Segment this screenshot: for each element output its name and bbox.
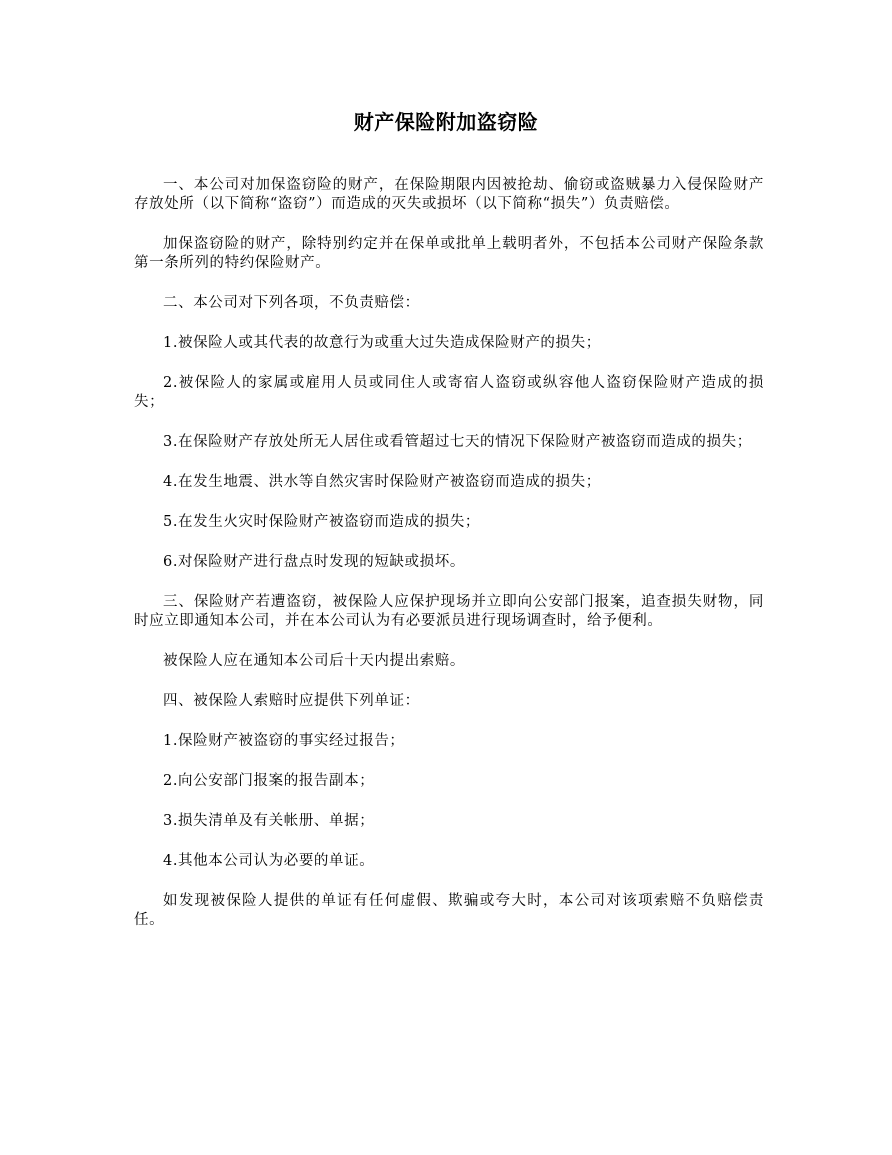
clause-1-paragraph: 一、本公司对加保盗窃险的财产，在保险期限内因被抢劫、偷窃或盗贼暴力入侵保险财产存放处所（以下简称“盗窃”）而造成的灭失或损坏（以下简称“损失”）负责赔偿。 bbox=[134, 177, 764, 212]
claim-deadline-paragraph: 被保险人应在通知本公司后十天内提出索赔。 bbox=[163, 653, 465, 669]
clause-2-item-3: 3.在保险财产存放处所无人居住或看管超过七天的情况下保险财产被盗窃而造成的损失； bbox=[163, 434, 752, 450]
clause-4-item-2: 2.向公安部门报案的报告副本； bbox=[163, 773, 375, 789]
clause-4-item-3: 3.损失清单及有关帐册、单据； bbox=[163, 813, 375, 829]
clause-2-item-4: 4.在发生地震、洪水等自然灾害时保险财产被盗窃而造成的损失； bbox=[163, 474, 601, 490]
clause-4-item-4: 4.其他本公司认为必要的单证。 bbox=[163, 853, 375, 869]
clause-2-item-1: 1.被保险人或其代表的故意行为或重大过失造成保险财产的损失； bbox=[163, 335, 601, 351]
clause-2-item-2: 2.被保险人的家属或雇用人员或同住人或寄宿人盗窃或纵容他人盗窃保险财产造成的损失； bbox=[134, 375, 764, 410]
clause-3-paragraph: 三、保险财产若遭盗窃，被保险人应保护现场并立即向公安部门报案，追查损失财物，同时应立即通知本公司，并在本公司认为有必要派员进行现场调查时，给予便利。 bbox=[134, 594, 764, 629]
clause-4-heading: 四、被保险人索赔时应提供下列单证： bbox=[163, 693, 420, 709]
fraud-clause-paragraph: 如发现被保险人提供的单证有任何虚假、欺骗或夸大时，本公司对该项索赔不负赔偿责任。 bbox=[134, 893, 764, 928]
clause-2-item-6: 6.对保险财产进行盘点时发现的短缺或损坏。 bbox=[163, 554, 465, 570]
document-body bbox=[134, 176, 764, 951]
clause-2-item-5: 5.在发生火灾时保险财产被盗窃而造成的损失； bbox=[163, 514, 481, 530]
clause-2-heading: 二、本公司对下列各项，不负责赔偿： bbox=[163, 295, 420, 311]
clause-1-exclusion-paragraph: 加保盗窃险的财产，除特别约定并在保单或批单上载明者外，不包括本公司财产保险条款第一条所列的特约保险财产。 bbox=[134, 236, 764, 271]
document-title: 财产保险附加盗窃险 bbox=[353, 110, 539, 134]
clause-4-item-1: 1.保险财产被盗窃的事实经过报告； bbox=[163, 733, 405, 749]
